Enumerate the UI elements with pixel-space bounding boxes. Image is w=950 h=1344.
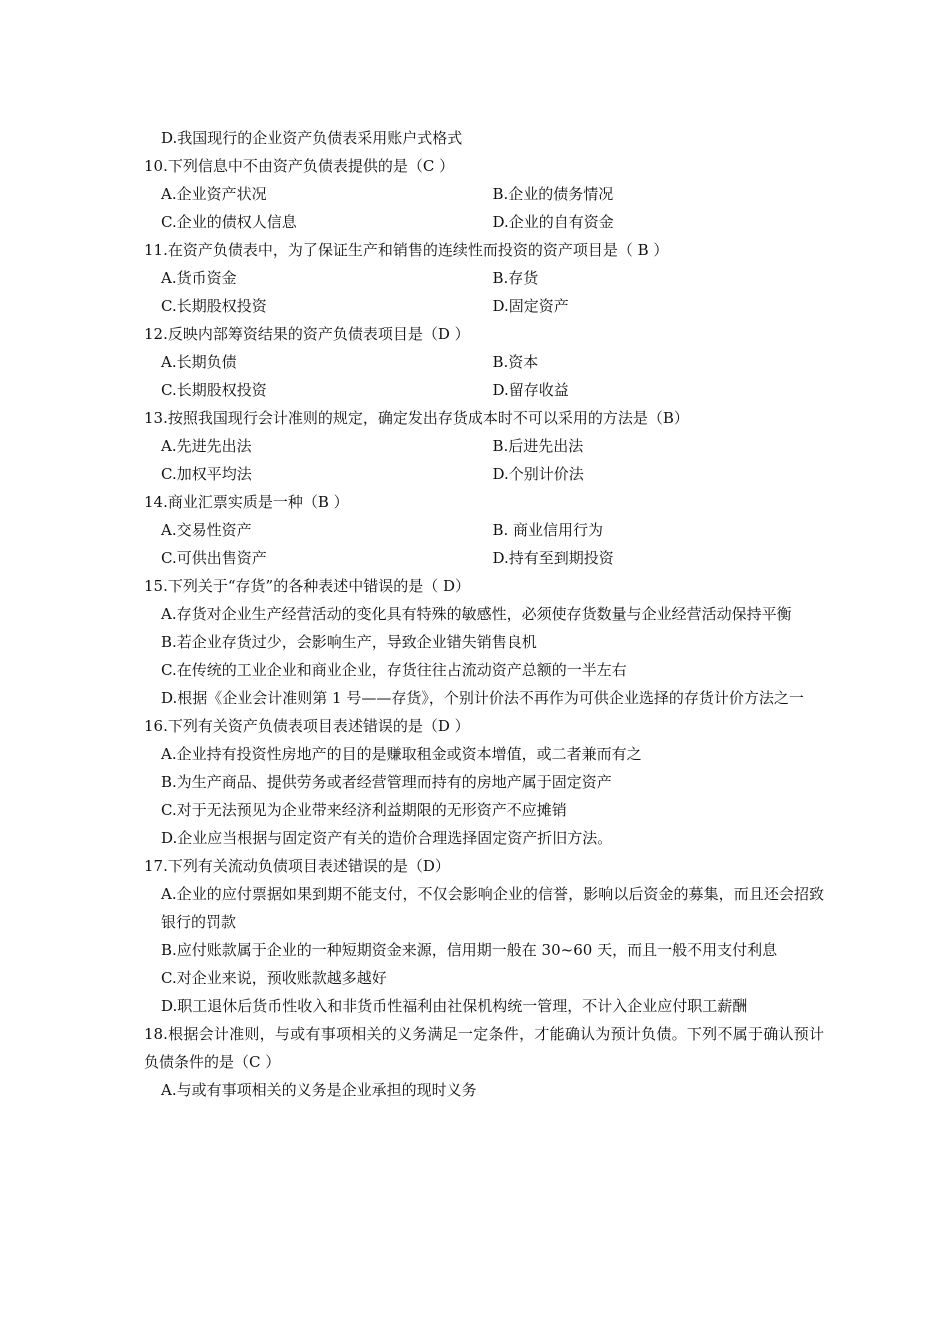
option-c: C.长期股权投资 [161, 381, 267, 399]
option-a: A.先进先出法 [161, 437, 252, 455]
option-d: D.固定资产 [492, 297, 569, 315]
option-d: D.留存收益 [492, 381, 569, 399]
option-d: D.企业的自有资金 [492, 213, 614, 231]
option-d: D.持有至到期投资 [492, 549, 614, 567]
option-b: B.为生产商品、提供劳务或者经营管理而持有的房地产属于固定资产 [161, 773, 612, 791]
option-row [144, 544, 824, 572]
option-c: C.对于无法预见为企业带来经济利益期限的无形资产不应摊销 [161, 801, 567, 819]
option-b: B.存货 [492, 269, 539, 287]
question-15: 15.下列关于“存货”的各种表述中错误的是（ D） [144, 577, 470, 595]
question-10: 10.下列信息中不由资产负债表提供的是（C ） [144, 157, 455, 175]
option-a: A.企业持有投资性房地产的目的是赚取租金或资本增值，或二者兼而有之 [161, 745, 642, 763]
option-c: C.对企业来说，预收账款越多越好 [161, 969, 387, 987]
option-row [144, 208, 824, 236]
option-c: C.长期股权投资 [161, 297, 267, 315]
option-d: D.个别计价法 [492, 465, 584, 483]
option-b: B.若企业存货过少，会影响生产，导致企业错失销售良机 [161, 633, 537, 651]
option-b: B.企业的债务情况 [492, 185, 614, 203]
question-18: 18.根据会计准则，与或有事项相关的义务满足一定条件，才能确认为预计负债。下列不属于确认预计负债条件的是（C ） [144, 1025, 824, 1071]
question-17: 17.下列有关流动负债项目表述错误的是（D） [144, 857, 450, 875]
option-d: D.根据《企业会计准则第 1 号——存货》，个别计价法不再作为可供企业选择的存货计价方法之一 [161, 689, 804, 707]
option-d: D.企业应当根据与固定资产有关的造价合理选择固定资产折旧方法。 [161, 829, 613, 847]
option-a: A.长期负债 [161, 353, 237, 371]
option-row [144, 180, 824, 208]
question-16: 16.下列有关资产负债表项目表述错误的是（D ） [144, 717, 470, 735]
option-c: C.可供出售资产 [161, 549, 267, 567]
option-b: B.资本 [492, 353, 539, 371]
option-row [144, 432, 824, 460]
question-13: 13.按照我国现行会计准则的规定，确定发出存货成本时不可以采用的方法是（B） [144, 409, 689, 427]
option-c: C.在传统的工业企业和商业企业，存货往往占流动资产总额的一半左右 [161, 661, 627, 679]
option-a: A.企业资产状况 [161, 185, 267, 203]
option-row [144, 460, 824, 488]
option-d: D.职工退休后货币性收入和非货币性福利由社保机构统一管理，不计入企业应付职工薪酬 [161, 997, 748, 1015]
option-row [144, 292, 824, 320]
option-a: A.企业的应付票据如果到期不能支付，不仅会影响企业的信誉，影响以后资金的募集，而且还会招致银行的罚款 [161, 885, 824, 931]
option-text: D.我国现行的企业资产负债表采用账户式格式 [161, 129, 463, 147]
option-b: B. 商业信用行为 [492, 521, 604, 539]
option-row [144, 264, 824, 292]
option-row [144, 348, 824, 376]
option-a: A.存货对企业生产经营活动的变化具有特殊的敏感性，必须使存货数量与企业经营活动保持平衡 [161, 605, 792, 623]
option-b: B.后进先出法 [492, 437, 584, 455]
option-row [144, 516, 824, 544]
option-a: A.货币资金 [161, 269, 237, 287]
option-c: C.加权平均法 [161, 465, 252, 483]
option-a: A.交易性资产 [161, 521, 252, 539]
option-a: A.与或有事项相关的义务是企业承担的现时义务 [161, 1081, 477, 1099]
question-12: 12.反映内部筹资结果的资产负债表项目是（D ） [144, 325, 470, 343]
question-11: 11.在资产负债表中，为了保证生产和销售的连续性而投资的资产项目是（ B ） [144, 241, 669, 259]
option-b: B.应付账款属于企业的一种短期资金来源，信用期一般在 30~60 天，而且一般不用支付利息 [161, 941, 778, 959]
option-row [144, 376, 824, 404]
option-c: C.企业的债权人信息 [161, 213, 297, 231]
question-list [144, 124, 824, 1104]
question-14: 14.商业汇票实质是一种（B ） [144, 493, 349, 511]
